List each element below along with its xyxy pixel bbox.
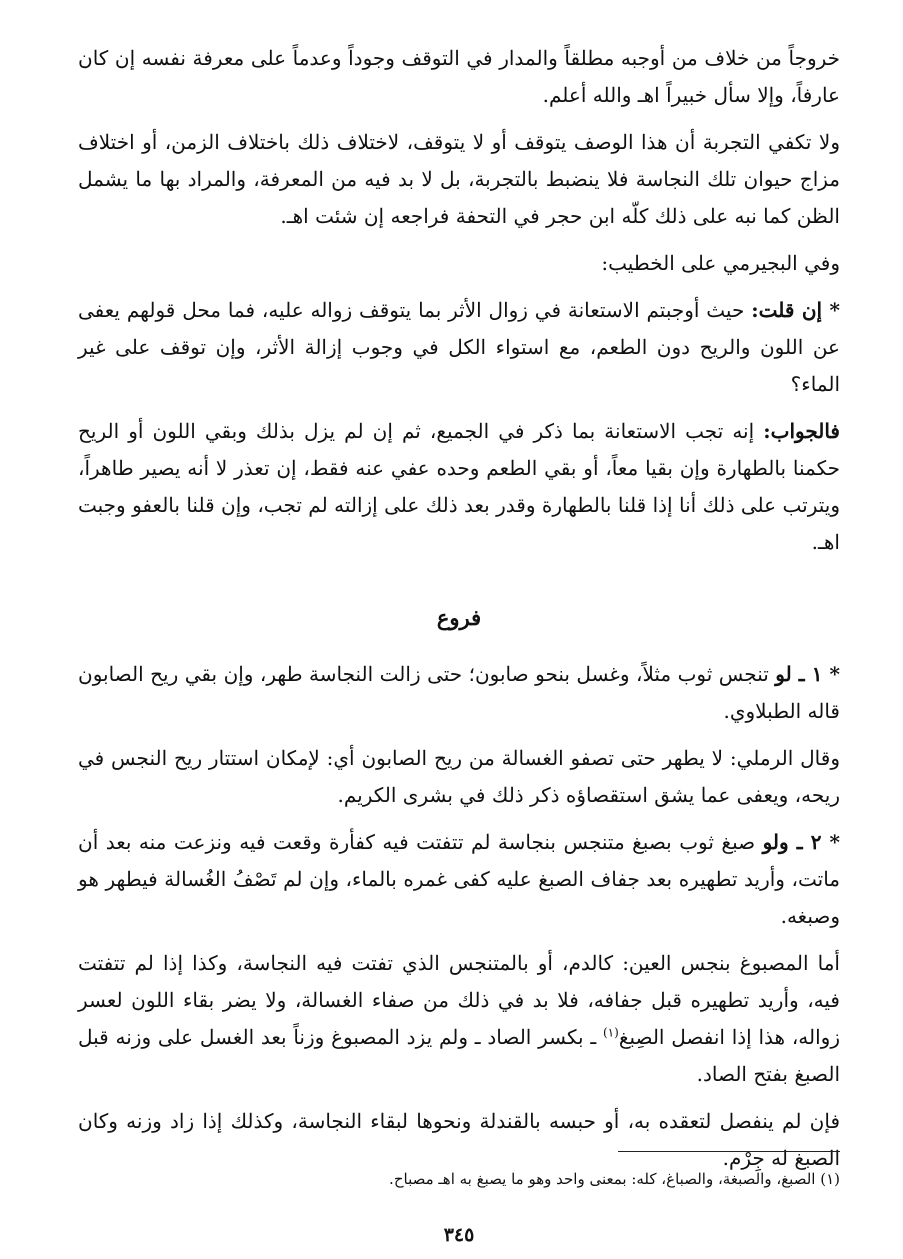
- question-text: حيث أوجبتم الاستعانة في زوال الأثر بما يتوقف زواله عليه، فما محل قولهم يعفى عن اللون والريح دون الطعم، مع استواء الكل في وجوب إزالة الأثر، وإن توقف على غير الماء؟: [78, 298, 840, 396]
- paragraph-masbugh: [78, 945, 840, 1093]
- branch-2-lead: * ٢ ـ ولو: [762, 830, 841, 854]
- paragraph-experience: ولا تكفي التجربة أن هذا الوصف يتوقف أو لا يتوقف، لاختلاف ذلك باختلاف الزمن، أو اختلاف مزاج حيوان تلك النجاسة فلا ينضبط بالتجربة، بل لا بد فيه من المعرفة، والمراد بها ما يشمل الظن كما نبه على ذلك كلّه ابن حجر في التحفة فراجعه إن شئت اهـ.: [78, 130, 840, 228]
- branch-1-lead: * ١ ـ لو: [775, 662, 841, 686]
- footnote: (١) الصبغ، والصبغة، والصباغ، كله: بمعنى واحد وهو ما يصبغ به اهـ مصباح.: [389, 1170, 840, 1188]
- branch-2-text: صبغ ثوب بصبغ متنجس بنجاسة لم تتفتت فيه كفأرة وقعت فيه ونزعت منه بعد أن ماتت، وأريد تطهيره بعد جفاف الصبغ عليه كفى غمره بالماء، وإن لم تَصْفُ الغُسالة فيطهر هو وصبغه.: [78, 830, 840, 928]
- section-heading: فروع: [436, 605, 482, 630]
- masbugh-text-after: ـ بكسر الصاد ـ ولم يزد المصبوغ وزناً بعد الغسل على وزنه قبل الصبغ بفتح الصاد.: [78, 1025, 840, 1086]
- question-lead: * إن قلت:: [751, 298, 840, 322]
- question-block: [78, 292, 840, 403]
- footnote-divider: [618, 1151, 840, 1152]
- branch-1: [78, 656, 840, 730]
- page-number: ٣٤٥: [443, 1224, 475, 1246]
- paragraph-last: فإن لم ينفصل لتعقده به، أو حبسه بالقندلة ونحوها لبقاء النجاسة، وكذلك إذا زاد وزنه وكان الصبغ له جِرْم.: [78, 1109, 841, 1170]
- branch-1-text: تنجس ثوب مثلاً، وغسل بنحو صابون؛ حتى زالت النجاسة طهر، وإن بقي ريح الصابون قاله الطبلاوي.: [78, 662, 840, 723]
- paragraph-ramli: وقال الرملي: لا يطهر حتى تصفو الغسالة من ريح الصابون أي: لإمكان استتار ريح النجس في ريحه، ويعفى عما يشق استقصاؤه ذكر ذلك في بشرى الكريم.: [78, 746, 840, 807]
- answer-block: [78, 413, 840, 561]
- footnote-reference: (١): [602, 1025, 619, 1040]
- paragraph-bujayrimi: وفي البجيرمي على الخطيب:: [601, 251, 840, 275]
- branch-2: [78, 824, 840, 935]
- answer-text: إنه تجب الاستعانة بما ذكر في الجميع، ثم إن لم يزل بذلك وبقي اللون أو الريح حكمنا بالطهارة وإن بقيا معاً، أو بقي الطعم وحده عفي عنه فقط، إن تعذر لا أنه يصير طاهراً، ويترتب على ذلك أنا إذا قلنا بالطهارة وقدر بعد ذلك على إزالته لم تجب، وإن قلنا بالعفو وجبت اهـ.: [78, 419, 840, 554]
- document-page: [78, 40, 841, 1246]
- masbugh-text-before: أما المصبوغ بنجس العين: كالدم، أو بالمتنجس الذي تفتت فيه النجاسة، وكذا إذا لم تتفتت فيه، وأريد تطهيره قبل جفافه، فلا بد في ذلك من صفاء الغسالة، ولا يضر بقاء اللون لعسر زواله، هذا إذا انفصل الصِبغ: [78, 951, 840, 1049]
- answer-lead: فالجواب:: [763, 419, 840, 443]
- paragraph-opening: خروجاً من خلاف من أوجبه مطلقاً والمدار في التوقف وجوداً وعدماً على معرفة نفسه إن كان عارفاً، وإلا سأل خبيراً اهـ والله أعلم.: [78, 46, 840, 107]
